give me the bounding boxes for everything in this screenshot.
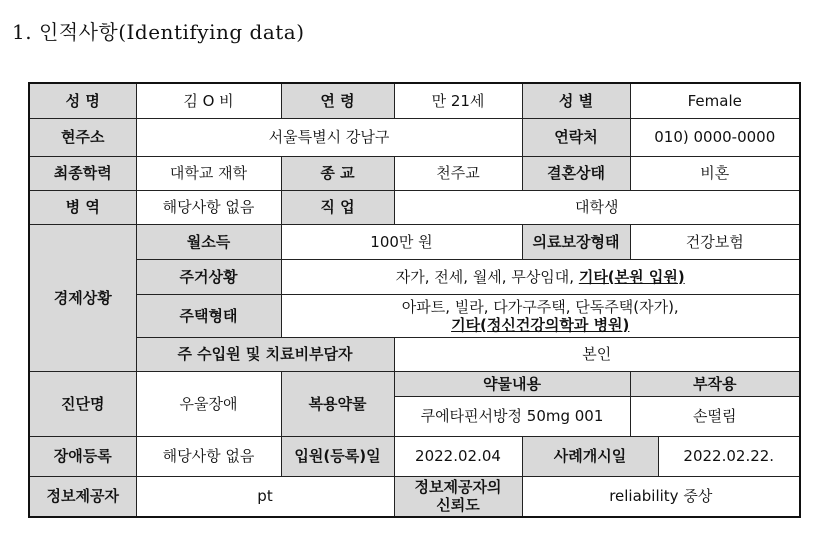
- sex-value: Female: [630, 83, 800, 118]
- housing-selected: 기타(정신건강의학과 병원): [451, 315, 630, 334]
- name-label: 성 명: [29, 83, 136, 118]
- row-registration: [29, 436, 800, 476]
- insurance-label: 의료보장형태: [522, 224, 630, 259]
- diagnosis-label: 진단명: [29, 371, 136, 436]
- row-name: [29, 83, 800, 118]
- informant-label: 정보제공자: [29, 476, 136, 517]
- medication-label: 복용약물: [281, 371, 394, 436]
- income-value: 100만 원: [281, 224, 522, 259]
- informant-value: pt: [136, 476, 394, 517]
- row-informant: [29, 476, 800, 517]
- row-education: [29, 156, 800, 190]
- contact-label: 연락처: [522, 118, 630, 156]
- case-start-date: 2022.02.22.: [658, 436, 800, 476]
- row-income: [29, 224, 800, 259]
- housing-label: 주택형태: [136, 294, 281, 337]
- age-label: 연 령: [281, 83, 394, 118]
- row-address: [29, 118, 800, 156]
- address-label: 현주소: [29, 118, 136, 156]
- living-value: [281, 259, 800, 294]
- marital-value: 비혼: [630, 156, 800, 190]
- education-label: 최종학력: [29, 156, 136, 190]
- military-label: 병 역: [29, 190, 136, 224]
- disability-value: 해당사항 없음: [136, 436, 281, 476]
- name-value: 김 O 비: [136, 83, 281, 118]
- drug-value: 쿠에타핀서방정 50mg 001: [394, 396, 630, 436]
- reliability-label-line2: 신뢰도: [436, 496, 480, 515]
- marital-label: 결혼상태: [522, 156, 630, 190]
- religion-value: 천주교: [394, 156, 522, 190]
- admission-label: 입원(등록)일: [281, 436, 394, 476]
- payer-value: 본인: [394, 337, 800, 371]
- reliability-label-line1: 정보제공자의: [414, 478, 502, 497]
- case-start-label: 사례개시일: [522, 436, 658, 476]
- job-label: 직 업: [281, 190, 394, 224]
- living-selected: 기타(본원 입원): [578, 267, 685, 286]
- reliability-value: reliability 중상: [522, 476, 800, 517]
- military-value: 해당사항 없음: [136, 190, 281, 224]
- sex-label: 성 별: [522, 83, 630, 118]
- row-payer: [29, 337, 800, 371]
- reliability-label: [394, 476, 522, 517]
- housing-value: [281, 294, 800, 337]
- payer-label: 주 수입원 및 치료비부담자: [136, 337, 394, 371]
- row-housing: [29, 294, 800, 337]
- job-value: 대학생: [394, 190, 800, 224]
- identifying-data-table: [28, 82, 801, 518]
- economy-label: 경제상황: [29, 224, 136, 371]
- row-diagnosis: [29, 371, 800, 396]
- religion-label: 종 교: [281, 156, 394, 190]
- income-label: 월소득: [136, 224, 281, 259]
- contact-value: 010) 0000-0000: [630, 118, 800, 156]
- side-effect-value: 손떨림: [630, 396, 800, 436]
- address-value: 서울특별시 강남구: [136, 118, 522, 156]
- living-options: 자가, 전세, 월세, 무상임대,: [395, 267, 579, 286]
- row-living: [29, 259, 800, 294]
- row-military: [29, 190, 800, 224]
- living-label: 주거상황: [136, 259, 281, 294]
- admission-date: 2022.02.04: [394, 436, 522, 476]
- drug-header: 약물내용: [394, 371, 630, 396]
- disability-label: 장애등록: [29, 436, 136, 476]
- insurance-value: 건강보험: [630, 224, 800, 259]
- diagnosis-value: 우울장애: [136, 371, 281, 436]
- side-effect-header: 부작용: [630, 371, 800, 396]
- section-heading: 1. 인적사항(Identifying data): [12, 20, 305, 44]
- housing-options: 아파트, 빌라, 다가구주택, 단독주택(자가),: [401, 297, 679, 316]
- age-value: 만 21세: [394, 83, 522, 118]
- education-value: 대학교 재학: [136, 156, 281, 190]
